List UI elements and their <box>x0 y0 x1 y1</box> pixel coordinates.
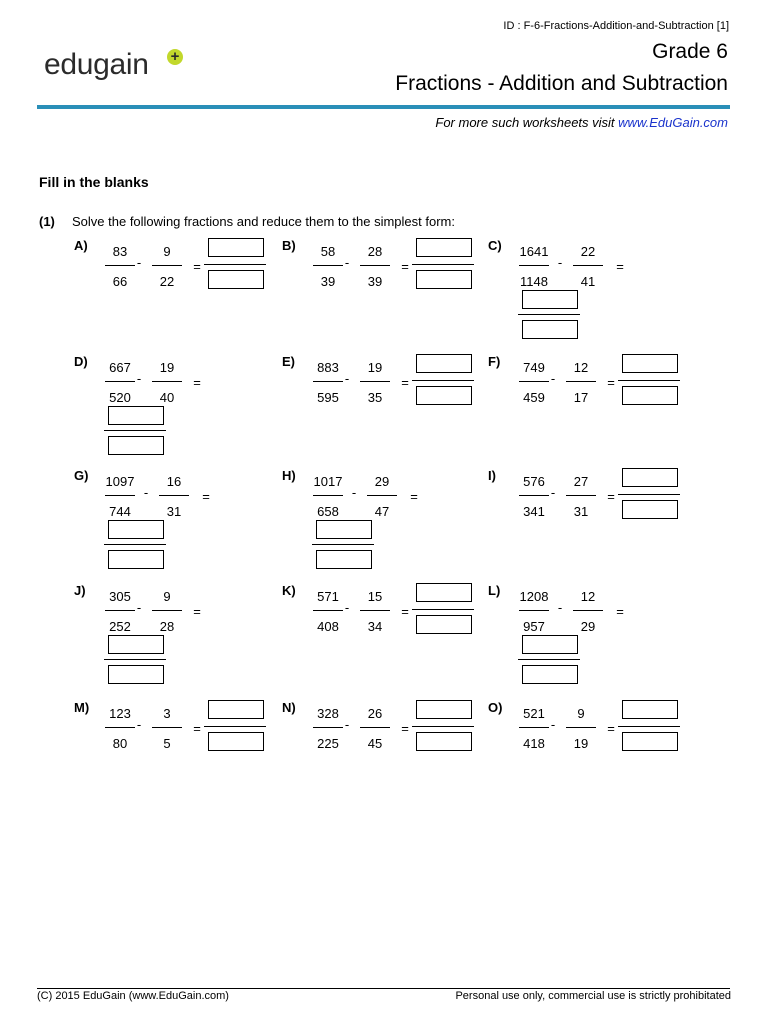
fraction-bar <box>519 727 549 728</box>
problem-item <box>282 468 512 578</box>
denominator-2: 31 <box>573 504 589 519</box>
denominator-1: 80 <box>112 736 128 751</box>
answer-denominator-box[interactable] <box>622 732 678 751</box>
answer-fraction-bar <box>412 726 474 727</box>
numerator-2: 12 <box>573 360 589 375</box>
problem-item <box>282 354 512 464</box>
edugain-logo <box>44 48 204 96</box>
problem-item <box>282 238 512 348</box>
equals-sign: = <box>607 489 615 504</box>
equals-sign: = <box>193 259 201 274</box>
numerator-2: 9 <box>163 244 171 259</box>
answer-denominator-box[interactable] <box>522 665 578 684</box>
minus-sign: - <box>344 717 350 732</box>
denominator-1: 418 <box>523 736 545 751</box>
fraction-bar <box>313 495 343 496</box>
fraction-bar <box>105 495 135 496</box>
numerator-2: 3 <box>163 706 171 721</box>
problem-label: B) <box>282 238 296 253</box>
problem-label: J) <box>74 583 86 598</box>
numerator-2: 9 <box>163 589 171 604</box>
fraction-bar <box>367 495 397 496</box>
denominator-1: 595 <box>317 390 339 405</box>
fraction-bar <box>313 381 343 382</box>
numerator-2: 27 <box>573 474 589 489</box>
denominator-2: 31 <box>166 504 182 519</box>
answer-numerator-box[interactable] <box>416 354 472 373</box>
fraction-bar <box>105 727 135 728</box>
answer-numerator-box[interactable] <box>108 406 164 425</box>
problem-label: L) <box>488 583 501 598</box>
worksheet-id: ID : F-6-Fractions-Addition-and-Subtraction [1] <box>503 20 729 32</box>
numerator-1: 883 <box>317 360 339 375</box>
numerator-1: 1641 <box>519 244 549 259</box>
equals-sign: = <box>607 721 615 736</box>
equals-sign: = <box>401 721 409 736</box>
equals-sign: = <box>193 375 201 390</box>
logo-wordmark: edugain <box>44 48 149 81</box>
more-worksheets-note <box>435 115 728 130</box>
answer-numerator-box[interactable] <box>622 354 678 373</box>
answer-numerator-box[interactable] <box>108 635 164 654</box>
problem-label: O) <box>488 700 503 715</box>
numerator-1: 123 <box>109 706 131 721</box>
problem-item <box>488 238 718 348</box>
problem-item <box>488 583 718 693</box>
answer-denominator-box[interactable] <box>208 732 264 751</box>
equals-sign: = <box>401 375 409 390</box>
fraction-bar <box>360 727 390 728</box>
logo-plus-icon: + <box>167 49 183 65</box>
answer-fraction-bar <box>204 726 266 727</box>
equals-sign: = <box>616 604 624 619</box>
numerator-2: 22 <box>580 244 596 259</box>
denominator-2: 28 <box>159 619 175 634</box>
answer-denominator-box[interactable] <box>108 436 164 455</box>
problem-item <box>74 583 304 693</box>
answer-numerator-box[interactable] <box>416 583 472 602</box>
numerator-1: 58 <box>320 244 336 259</box>
numerator-2: 29 <box>374 474 390 489</box>
fraction-bar <box>519 381 549 382</box>
answer-fraction-bar <box>518 659 580 660</box>
minus-sign: - <box>143 485 149 500</box>
minus-sign: - <box>550 485 556 500</box>
fraction-bar <box>360 265 390 266</box>
numerator-1: 1017 <box>313 474 343 489</box>
question-text: Solve the following fractions and reduce them to the simplest form: <box>72 214 455 229</box>
denominator-1: 39 <box>320 274 336 289</box>
answer-denominator-box[interactable] <box>622 386 678 405</box>
equals-sign: = <box>616 259 624 274</box>
minus-sign: - <box>344 255 350 270</box>
fraction-bar <box>519 610 549 611</box>
problem-label: I) <box>488 468 496 483</box>
equals-sign: = <box>193 604 201 619</box>
denominator-1: 459 <box>523 390 545 405</box>
denominator-2: 17 <box>573 390 589 405</box>
answer-denominator-box[interactable] <box>522 320 578 339</box>
footer-copyright: (C) 2015 EduGain (www.EduGain.com) <box>37 990 229 1002</box>
denominator-2: 29 <box>580 619 596 634</box>
numerator-2: 19 <box>159 360 175 375</box>
numerator-1: 83 <box>112 244 128 259</box>
numerator-1: 749 <box>523 360 545 375</box>
minus-sign: - <box>344 600 350 615</box>
topic-title: Fractions - Addition and Subtraction <box>395 72 728 95</box>
problem-label: C) <box>488 238 502 253</box>
denominator-1: 341 <box>523 504 545 519</box>
minus-sign: - <box>550 371 556 386</box>
fraction-bar <box>152 381 182 382</box>
problem-label: F) <box>488 354 501 369</box>
numerator-1: 667 <box>109 360 131 375</box>
denominator-2: 45 <box>367 736 383 751</box>
problem-label: M) <box>74 700 90 715</box>
numerator-1: 328 <box>317 706 339 721</box>
problem-label: G) <box>74 468 89 483</box>
problem-item <box>74 354 304 464</box>
equals-sign: = <box>410 489 418 504</box>
answer-fraction-bar <box>412 609 474 610</box>
minus-sign: - <box>557 600 563 615</box>
problem-item <box>74 700 304 810</box>
fraction-bar <box>105 381 135 382</box>
problem-label: N) <box>282 700 296 715</box>
numerator-1: 305 <box>109 589 131 604</box>
answer-numerator-box[interactable] <box>316 520 372 539</box>
answer-denominator-box[interactable] <box>108 665 164 684</box>
problem-item <box>282 583 512 693</box>
minus-sign: - <box>136 600 142 615</box>
fraction-bar <box>313 610 343 611</box>
problem-label: K) <box>282 583 296 598</box>
minus-sign: - <box>557 255 563 270</box>
answer-numerator-box[interactable] <box>622 468 678 487</box>
answer-fraction-bar <box>518 314 580 315</box>
answer-numerator-box[interactable] <box>416 238 472 257</box>
answer-fraction-bar <box>618 726 680 727</box>
minus-sign: - <box>136 255 142 270</box>
numerator-1: 521 <box>523 706 545 721</box>
fraction-bar <box>152 265 182 266</box>
answer-fraction-bar <box>412 380 474 381</box>
denominator-1: 957 <box>523 619 545 634</box>
answer-fraction-bar <box>104 430 166 431</box>
denominator-1: 252 <box>109 619 131 634</box>
denominator-1: 1148 <box>520 274 548 289</box>
denominator-1: 225 <box>317 736 339 751</box>
fraction-bar <box>360 610 390 611</box>
problem-item <box>74 238 304 348</box>
answer-denominator-box[interactable] <box>108 550 164 569</box>
fraction-bar <box>152 610 182 611</box>
equals-sign: = <box>607 375 615 390</box>
fraction-bar <box>105 265 135 266</box>
footer-divider <box>37 988 730 989</box>
footer-usage-note: Personal use only, commercial use is strictly prohibitated <box>455 990 731 1002</box>
problem-item <box>488 700 718 810</box>
answer-denominator-box[interactable] <box>208 270 264 289</box>
edugain-link[interactable]: www.EduGain.com <box>618 115 728 130</box>
equals-sign: = <box>401 259 409 274</box>
denominator-2: 22 <box>159 274 175 289</box>
fraction-bar <box>152 727 182 728</box>
answer-denominator-box[interactable] <box>622 500 678 519</box>
grade-title: Grade 6 <box>652 40 728 63</box>
numerator-1: 1208 <box>519 589 549 604</box>
numerator-2: 12 <box>580 589 596 604</box>
equals-sign: = <box>193 721 201 736</box>
fraction-bar <box>573 265 603 266</box>
answer-numerator-box[interactable] <box>622 700 678 719</box>
problem-item <box>488 354 718 464</box>
fraction-bar <box>360 381 390 382</box>
fraction-bar <box>519 265 549 266</box>
denominator-2: 39 <box>367 274 383 289</box>
denominator-1: 744 <box>109 504 131 519</box>
answer-denominator-box[interactable] <box>416 615 472 634</box>
problem-label: E) <box>282 354 295 369</box>
numerator-1: 1097 <box>105 474 135 489</box>
denominator-2: 47 <box>374 504 390 519</box>
answer-numerator-box[interactable] <box>208 238 264 257</box>
problem-item <box>74 468 304 578</box>
answer-numerator-box[interactable] <box>208 700 264 719</box>
answer-denominator-box[interactable] <box>416 270 472 289</box>
answer-fraction-bar <box>204 264 266 265</box>
section-title: Fill in the blanks <box>39 174 149 190</box>
question-number: (1) <box>39 214 55 229</box>
problem-label: D) <box>74 354 88 369</box>
answer-fraction-bar <box>104 659 166 660</box>
numerator-2: 26 <box>367 706 383 721</box>
fraction-bar <box>566 495 596 496</box>
numerator-2: 19 <box>367 360 383 375</box>
problem-label: H) <box>282 468 296 483</box>
fraction-bar <box>159 495 189 496</box>
answer-fraction-bar <box>312 544 374 545</box>
denominator-1: 66 <box>112 274 128 289</box>
answer-numerator-box[interactable] <box>522 635 578 654</box>
denominator-1: 520 <box>109 390 131 405</box>
more-worksheets-text: For more such worksheets visit <box>435 115 615 130</box>
denominator-2: 5 <box>163 736 171 751</box>
equals-sign: = <box>202 489 210 504</box>
numerator-1: 576 <box>523 474 545 489</box>
problem-item <box>488 468 718 578</box>
minus-sign: - <box>136 371 142 386</box>
answer-fraction-bar <box>618 494 680 495</box>
fraction-bar <box>519 495 549 496</box>
minus-sign: - <box>136 717 142 732</box>
equals-sign: = <box>401 604 409 619</box>
header-divider <box>37 105 730 109</box>
answer-numerator-box[interactable] <box>108 520 164 539</box>
problem-item <box>282 700 512 810</box>
answer-fraction-bar <box>412 264 474 265</box>
problem-label: A) <box>74 238 88 253</box>
answer-denominator-box[interactable] <box>416 732 472 751</box>
answer-numerator-box[interactable] <box>416 700 472 719</box>
denominator-2: 41 <box>580 274 596 289</box>
denominator-2: 40 <box>159 390 175 405</box>
fraction-bar <box>566 727 596 728</box>
answer-numerator-box[interactable] <box>522 290 578 309</box>
answer-fraction-bar <box>618 380 680 381</box>
minus-sign: - <box>351 485 357 500</box>
numerator-2: 16 <box>166 474 182 489</box>
fraction-bar <box>313 727 343 728</box>
answer-fraction-bar <box>104 544 166 545</box>
denominator-2: 35 <box>367 390 383 405</box>
answer-denominator-box[interactable] <box>416 386 472 405</box>
denominator-2: 34 <box>367 619 383 634</box>
denominator-1: 408 <box>317 619 339 634</box>
fraction-bar <box>566 381 596 382</box>
minus-sign: - <box>344 371 350 386</box>
numerator-2: 28 <box>367 244 383 259</box>
fraction-bar <box>313 265 343 266</box>
fraction-bar <box>105 610 135 611</box>
minus-sign: - <box>550 717 556 732</box>
fraction-bar <box>573 610 603 611</box>
denominator-2: 19 <box>573 736 589 751</box>
numerator-1: 571 <box>317 589 339 604</box>
denominator-1: 658 <box>317 504 339 519</box>
numerator-2: 9 <box>577 706 585 721</box>
answer-denominator-box[interactable] <box>316 550 372 569</box>
numerator-2: 15 <box>367 589 383 604</box>
